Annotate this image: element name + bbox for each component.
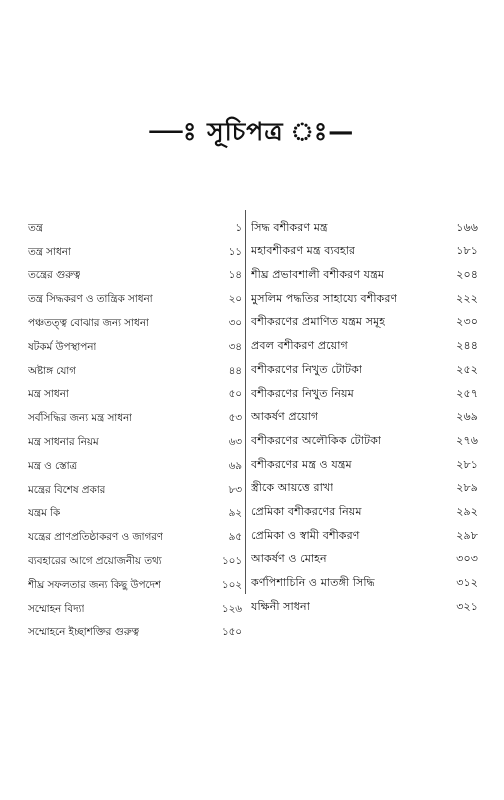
toc-entry-page: ২৬৯ [456, 410, 478, 424]
toc-entry-page: ২০৪ [456, 268, 478, 282]
toc-entry-title: মন্ত্র ও স্তোত্র [28, 459, 78, 472]
toc-entry-title: আকর্ষণ ও মোহন [251, 552, 327, 566]
toc-entry-title: মন্ত্র সাধনা [28, 388, 69, 401]
toc-entry [28, 356, 242, 380]
toc-entry-page: ২৫৭ [456, 386, 478, 400]
toc-entry [28, 237, 242, 261]
toc-entry [251, 260, 478, 284]
toc-entry-title: মহাবশীকরণ মন্ত্র ব্যবহার [251, 244, 356, 258]
toc-entry [251, 403, 478, 427]
toc-entry-title: তন্ত্র [28, 221, 43, 234]
toc-entry-page: ৪৪ [228, 364, 242, 377]
toc-entry [28, 546, 242, 570]
toc-entry-page: ১৬৬ [456, 220, 478, 234]
toc-entry-title: সম্মোহনে ইচ্ছাশক্তির গুরুত্ব [28, 626, 139, 639]
toc-entry-title: ষটকর্ম উপস্থাপনা [28, 340, 97, 353]
toc-entry-title: তন্ত্র সাধনা [28, 245, 71, 258]
toc-entry-title: যন্ত্রম কি [28, 507, 61, 520]
toc-entry [28, 332, 242, 356]
toc-entry [28, 522, 242, 546]
toc-entry [28, 499, 242, 523]
toc-entry-title: অষ্টাঙ্গ যোগ [28, 364, 77, 377]
toc-entry [28, 403, 242, 427]
toc-entry-title: পঞ্চতত্ত্ব বোঝার জন্য সাধনা [28, 316, 149, 329]
toc-entry-page: ২০ [228, 293, 242, 306]
toc-entry-page: ৩৪ [228, 340, 242, 353]
toc-entry-title: বশীকরণের মন্ত্র ও যন্ত্রম [251, 457, 352, 471]
toc-entry-page: ৩২১ [456, 599, 478, 613]
toc-entry-title: যক্ষিনী সাধনা [251, 599, 310, 613]
toc-entry [28, 618, 242, 642]
toc-entry-page: ২৭৬ [456, 433, 478, 447]
toc-entry-page: ১১ [228, 245, 242, 258]
toc-entry-page: ৩১২ [456, 576, 478, 589]
toc-entry [28, 475, 242, 499]
toc-entry-title: স্ত্রীকে আয়ত্তে রাখা [251, 481, 334, 495]
toc-entry-page: ২৮৯ [456, 481, 478, 495]
toc-entry-title: শীঘ্র সফলতার জন্য কিছু উপদেশ [28, 578, 162, 591]
toc-entry-page: ১৪ [228, 269, 242, 282]
toc-entry-title: প্রেমিকা ও স্বামী বশীকরণ [251, 528, 360, 542]
toc-entry-page: ৫০ [228, 388, 242, 401]
toc-entry [251, 497, 478, 521]
toc-entry-page: ২৯৮ [456, 528, 478, 542]
toc-entry [251, 355, 478, 379]
toc-entry-title: প্রবল বশীকরণ প্রয়োগ [251, 339, 348, 353]
toc-entry [251, 284, 478, 308]
toc-entry-page: ২৮১ [456, 457, 478, 471]
toc-entry [251, 237, 478, 261]
toc-entry [28, 570, 242, 594]
toc-entry-page: ২৪৪ [456, 339, 478, 353]
toc-entry [251, 545, 478, 569]
toc-entry [28, 261, 242, 285]
toc-entry-page: ১৫০ [221, 626, 242, 639]
toc-entry-title: বশীকরণের প্রমাণিত যন্ত্রম সমূহ [251, 315, 386, 329]
toc-entry-page: ৩০৩ [456, 552, 478, 566]
toc-entry-page: ২৩০ [456, 315, 478, 329]
toc-entry [251, 450, 478, 474]
toc-entry [28, 427, 242, 451]
page-title: —ঃ সূচিপত্র ঃ— [149, 117, 355, 146]
toc-entry-title: সম্মোহন বিদ্যা [28, 602, 85, 615]
toc-entry [28, 308, 242, 332]
toc-entry [251, 331, 478, 355]
toc-entry-title: সিদ্ধ বশীকরণ মন্ত্র [251, 220, 328, 234]
toc-entry-title: ব্যবহারের আগে প্রয়োজনীয় তথ্য [28, 554, 162, 567]
toc-entry-title: প্রেমিকা বশীকরণের নিয়ম [251, 504, 362, 518]
toc-entry [28, 380, 242, 404]
toc-entry [251, 379, 478, 403]
toc-entry-title: যন্ত্রের প্রাণপ্রতিষ্ঠাকরণ ও জাগরণ [28, 531, 164, 544]
toc-entry-page: ৯৫ [228, 531, 242, 544]
column-divider [245, 210, 246, 594]
toc-entry-page: ১ [235, 221, 242, 234]
toc-entry-page: ১৮১ [456, 244, 478, 258]
toc-entry [251, 521, 478, 545]
toc-entry-page: ২২২ [456, 291, 478, 305]
toc-entry-title: বশীকরণের নিখুত নিয়ম [251, 386, 354, 400]
toc-entry [251, 308, 478, 332]
toc-entry-title: বশীকরণের নিখুত টোটকা [251, 362, 363, 376]
toc-entry-page: ২৫২ [456, 362, 478, 376]
toc-entry [28, 284, 242, 308]
toc-entry-page: ৮৩ [228, 483, 242, 496]
toc-entry-page: ৯২ [228, 507, 242, 520]
toc-entry-page: ২৯২ [456, 504, 478, 518]
toc-entry [251, 474, 478, 498]
toc-entry-title: মুসলিম পদ্ধতির সাহায্যে বশীকরণ [251, 291, 398, 305]
toc-entry-title: আকর্ষণ প্রয়োগ [251, 410, 319, 424]
toc-entry-title: সর্বসিদ্ধির জন্য মন্ত্র সাধনা [28, 412, 133, 425]
toc-entry [251, 592, 478, 616]
toc-entry-page: ৩০ [228, 316, 242, 329]
toc-entry-title: বশীকরণের অলৌকিক টোটকা [251, 433, 382, 447]
toc-entry [251, 213, 478, 237]
toc-entry-title: কর্ণপিশাচিনি ও মাতঙ্গী সিদ্ধি [251, 576, 375, 589]
toc-entry-title: শীঘ্র প্রভাবশালী বশীকরণ যন্ত্রম [251, 268, 385, 282]
toc-entry-title: তন্ত্রের গুরুত্ব [28, 269, 81, 282]
toc-right-column [251, 213, 478, 616]
toc-entry-title: মন্ত্র সাধনার নিয়ম [28, 435, 99, 448]
toc-entry-title: তন্ত্র সিদ্ধকরণ ও তান্ত্রিক সাধনা [28, 293, 153, 306]
toc-entry-page: ৬৩ [228, 435, 242, 448]
toc-entry-page: ১০১ [221, 554, 242, 567]
toc-entry-page: ১০২ [221, 578, 242, 591]
toc-entry [251, 568, 478, 592]
toc-entry-page: ৫৩ [228, 412, 242, 425]
toc-entry-page: ১২৬ [221, 602, 242, 615]
toc-entry-title: মন্ত্রের বিশেষ প্রকার [28, 483, 106, 496]
toc-entry [28, 594, 242, 618]
toc-entry-page: ৬৯ [228, 459, 242, 472]
toc-entry [251, 426, 478, 450]
toc-left-column [28, 213, 242, 641]
toc-entry [28, 213, 242, 237]
toc-entry [28, 451, 242, 475]
